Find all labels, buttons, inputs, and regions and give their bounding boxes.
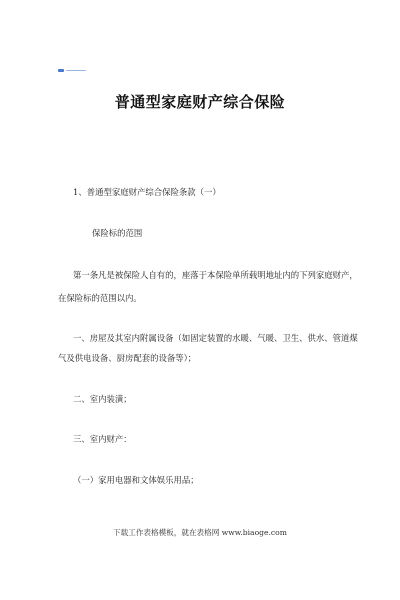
paragraph-article-one-line-2: 在保险标的范围以内。: [58, 293, 142, 303]
paragraph-item-two: 二、室内装潢；: [73, 394, 132, 404]
paragraph-section-heading: 保险标的范围: [92, 228, 143, 238]
paragraph-item-one-line-1: 一、房屋及其室内附属设备（如固定装置的水暖、气暖、卫生、供水、管道煤: [73, 333, 358, 343]
paragraph-clause-heading: 1、普通型家庭财产综合保险条款（一）: [73, 187, 221, 197]
logo-line: [66, 70, 86, 71]
logo-dot: [58, 69, 64, 72]
document-title: 普通型家庭财产综合保险: [114, 93, 286, 111]
paragraph-article-one-line-1: 第一条凡是被保险人自有的，座落于本保险单所载明地址内的下列家庭财产，: [73, 270, 358, 280]
paragraph-item-three: 三、室内财产：: [73, 434, 132, 444]
logo-mark: [58, 68, 88, 73]
paragraph-item-one-line-2: 气及供电设备、厨房配套的设备等）；: [58, 353, 197, 363]
paragraph-sub-item-one: （一）家用电器和文体娱乐用品；: [73, 475, 199, 485]
page-footer: 下载工作表格模板，就在表格网 www.biaoge.com: [113, 528, 287, 537]
